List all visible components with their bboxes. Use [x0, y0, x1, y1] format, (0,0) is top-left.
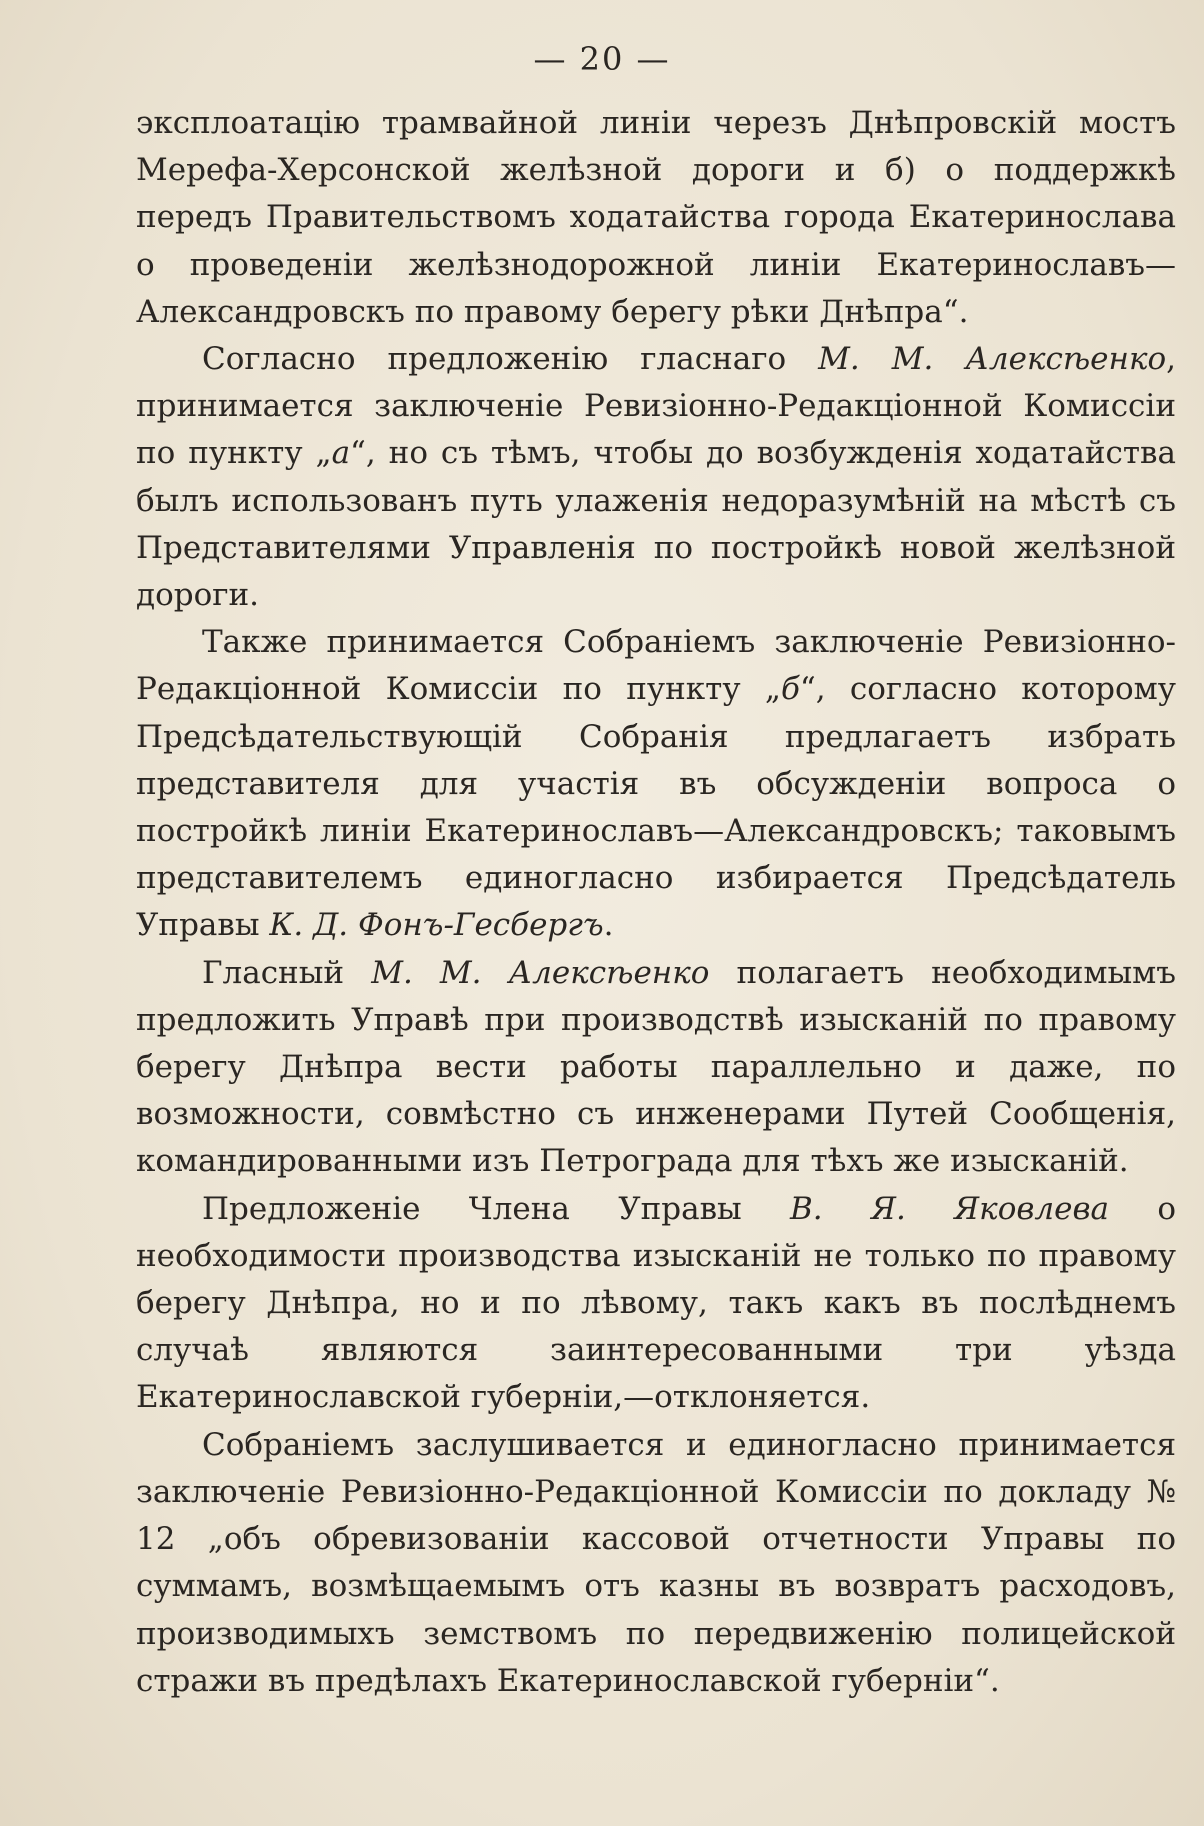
italic-name: а: [331, 435, 351, 472]
italic-name: В. Я. Яковлева: [790, 1190, 1110, 1227]
text-run: Собраніемъ заслушивается и единогласно принимается заключеніе Ревизіонно-Редакціонной Комиссіи по докладу № 12 „объ обревизованіи кассовой отчетности Управы по суммамъ, возмѣщаемымъ отъ казны въ возвратъ расходовъ, производимыхъ земствомъ по передвиженію полицейской стражи въ предѣлахъ Екатеринославской губерніи“.: [136, 1426, 1176, 1699]
paragraph: [136, 1422, 1176, 1705]
text-run: о необходимости производства изысканій не только по правому берегу Днѣпра, но и по лѣвому, такъ какъ въ послѣднемъ случаѣ являются заинтересованными три уѣзда Екатеринославской губерніи,—отклоняется.: [136, 1190, 1176, 1416]
body-text: [136, 100, 1176, 1705]
italic-name: М. М. Алексѣенко: [818, 341, 1167, 378]
paragraph: [136, 950, 1176, 1186]
italic-name: б: [780, 671, 800, 708]
italic-name: М. М. Алексѣенко: [371, 954, 710, 991]
text-run: “, но съ тѣмъ, чтобы до возбужденія ходатайства былъ использованъ путь улаженія недоразумѣній на мѣстѣ съ Представителями Управленія по постройкѣ новой желѣзной дороги.: [136, 435, 1176, 614]
text-run: , принимается заключеніе Ревизіонно-Редакціонной Комиссіи по пункту „: [136, 341, 1176, 472]
text-run: Гласный: [202, 954, 372, 991]
paragraph: [136, 336, 1176, 619]
text-run: .: [603, 907, 614, 944]
text-run: полагаетъ необходимымъ предложить Управѣ при производствѣ изысканій по правому берегу Днѣпра вести работы параллельно и даже, по возможности, совмѣстно съ инженерами Путей Сообщенія, командированными изъ Петрограда для тѣхъ же изысканій.: [136, 954, 1176, 1180]
paragraph: [136, 1186, 1176, 1422]
text-run: Согласно предложенію гласнаго: [202, 341, 819, 378]
italic-name: К. Д. Фонъ-Гесбергъ: [269, 907, 604, 944]
text-run: эксплоатацію трамвайной линіи черезъ Днѣпровскій мостъ Мерефа-Херсонской желѣзной дороги и б) о поддержкѣ передъ Правительствомъ ходатайства города Екатеринослава о проведеніи желѣзнодорожной линіи Екатеринославъ—Александровскъ по правому берегу рѣки Днѣпра“.: [136, 105, 1176, 330]
text-run: Предложеніе Члена Управы: [202, 1190, 791, 1227]
text-run: “, согласно которому Предсѣдательствующій Собранія предлагаетъ избрать представителя для участія въ обсужденіи вопроса о постройкѣ линіи Екатеринославъ—Александровскъ; таковымъ представителемъ единогласно избирается Предсѣдатель Управы: [136, 671, 1176, 944]
paragraph: [136, 100, 1176, 336]
paragraph: [136, 619, 1176, 949]
page-number: — 20 —: [533, 40, 671, 78]
text-run: Также принимается Собраніемъ заключеніе Ревизіонно-Редакціонной Комиссіи по пункту „: [136, 624, 1176, 708]
